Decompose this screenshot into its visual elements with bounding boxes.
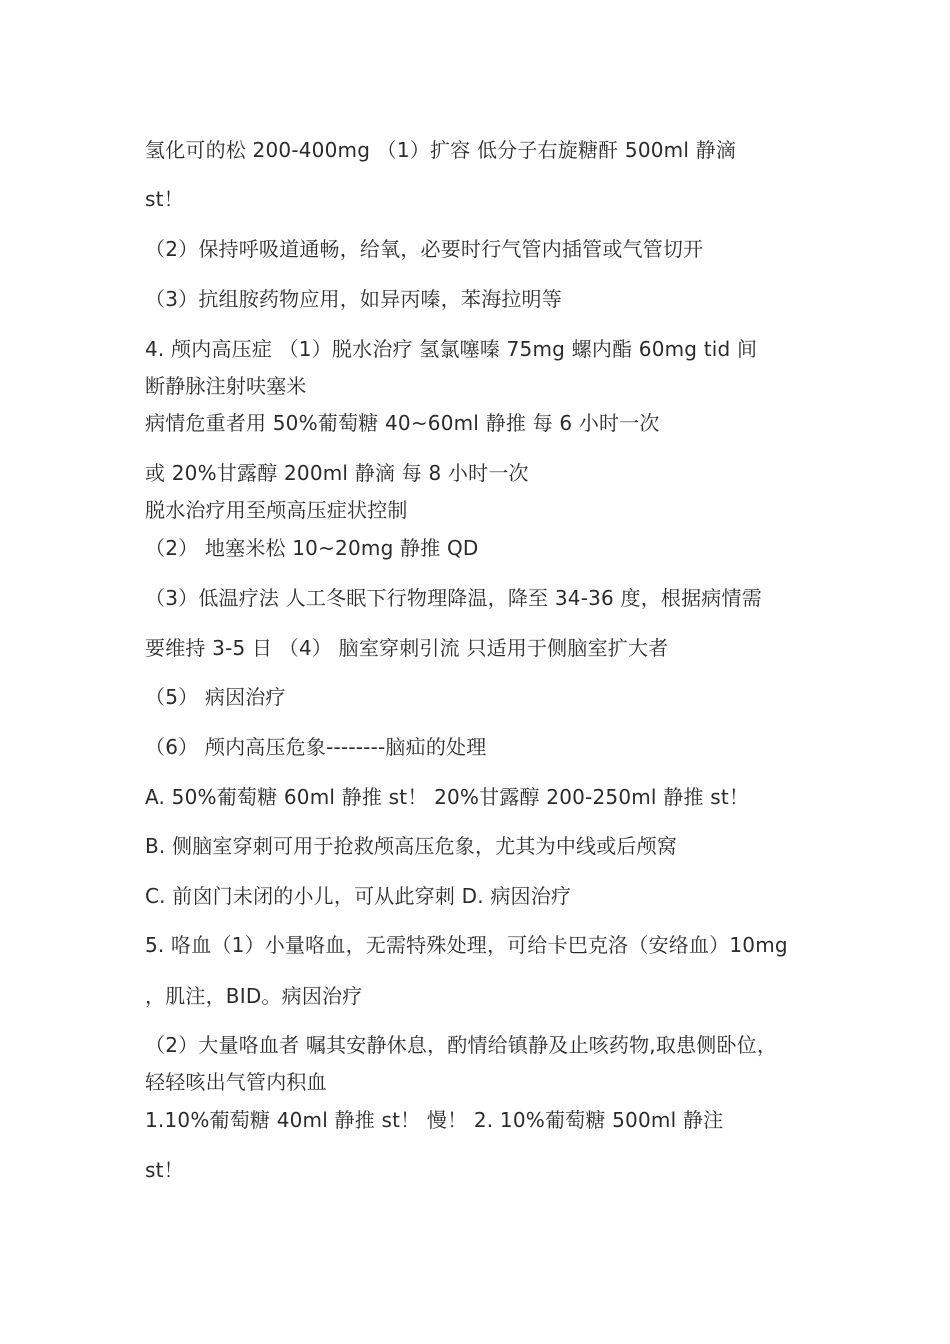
text-line-8: 或 20%甘露醇 200ml 静滴 每 8 小时一次 [145, 461, 529, 485]
text-line-22: 1.10%葡萄糖 40ml 静推 st！ 慢！ 2. 10%葡萄糖 500ml 静注 [145, 1108, 724, 1132]
text-line-6: 断静脉注射呋塞米 [145, 374, 307, 398]
text-line-18: 5. 咯血（1）小量咯血，无需特殊处理，可给卡巴克洛（安络血）10mg [145, 933, 788, 957]
text-line-4: （3）抗组胺药物应用，如异丙嗪，苯海拉明等 [145, 287, 562, 311]
text-line-11: （3）低温疗法 人工冬眠下行物理降温，降至 34-36 度，根据病情需 [145, 586, 762, 610]
text-line-1: 氢化可的松 200-400mg （1）扩容 低分子右旋糖酐 500ml 静滴 [145, 138, 737, 162]
text-line-9: 脱水治疗用至颅高压症状控制 [145, 498, 408, 522]
text-line-20: （2）大量咯血者 嘱其安静休息，酌情给镇静及止咳药物,取患侧卧位， [145, 1033, 778, 1057]
text-line-23: st！ [145, 1158, 184, 1182]
text-line-2: st！ [145, 187, 184, 211]
text-line-17: C. 前囟门未闭的小儿，可从此穿刺 D. 病因治疗 [145, 884, 572, 908]
text-line-16: B. 侧脑室穿刺可用于抢救颅高压危象，尤其为中线或后颅窝 [145, 834, 678, 858]
text-line-13: （5） 病因治疗 [145, 685, 286, 709]
text-line-7: 病情危重者用 50%葡萄糖 40~60ml 静推 每 6 小时一次 [145, 411, 660, 435]
text-line-21: 轻轻咳出气管内积血 [145, 1070, 327, 1094]
text-line-14: （6） 颅内高压危象--------脑疝的处理 [145, 735, 487, 759]
text-line-15: A. 50%葡萄糖 60ml 静推 st！ 20%甘露醇 200-250ml 静推 st！ [145, 785, 750, 809]
text-line-10: （2） 地塞米松 10~20mg 静推 QD [145, 536, 479, 560]
text-line-5: 4. 颅内高压症 （1）脱水治疗 氢氯噻嗪 75mg 螺内酯 60mg tid 间 [145, 337, 758, 361]
text-line-3: （2）保持呼吸道通畅，给氧，必要时行气管内插管或气管切开 [145, 237, 704, 261]
text-line-12: 要维持 3-5 日 （4） 脑室穿刺引流 只适用于侧脑室扩大者 [145, 636, 669, 660]
text-line-19: ，肌注，BID。病因治疗 [145, 984, 363, 1008]
